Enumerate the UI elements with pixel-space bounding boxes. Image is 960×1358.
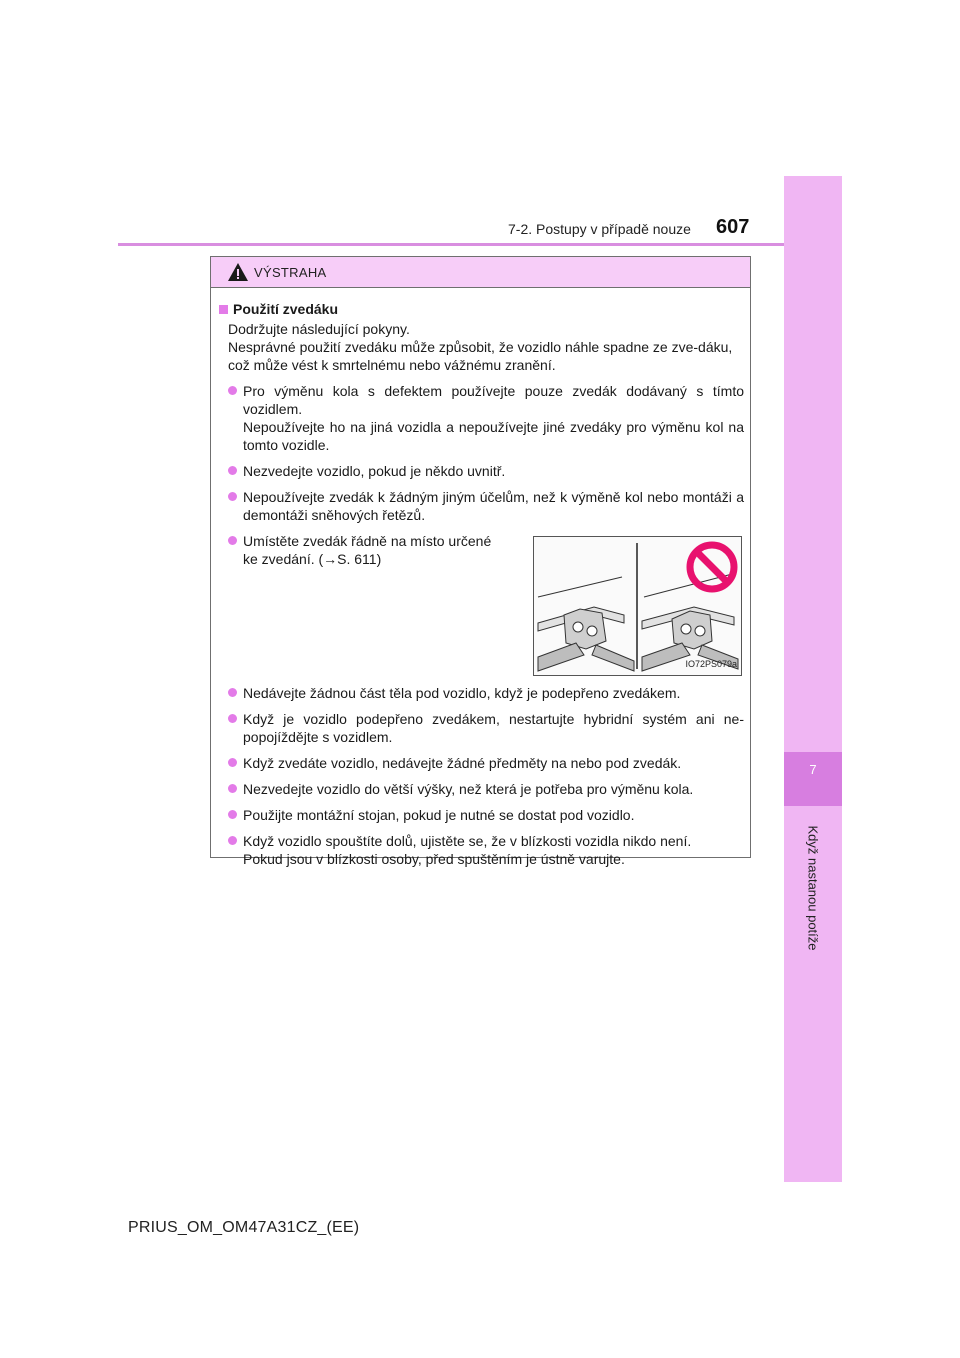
bullet-icon bbox=[228, 758, 237, 767]
bullet-text: Nezvedejte vozidlo do větší výšky, než která je potřeba pro výměnu kola. bbox=[243, 781, 694, 797]
warning-title: VÝSTRAHA bbox=[254, 264, 327, 280]
document-code: PRIUS_OM_OM47A31CZ_(EE) bbox=[128, 1219, 360, 1236]
chapter-label: Když nastanou potíže bbox=[805, 825, 821, 951]
bullet-icon bbox=[228, 784, 237, 793]
bullet-text: Umístěte zvedák řádně na místo určené ke zvedání. (→S. 611) bbox=[243, 533, 492, 567]
list-item bbox=[228, 780, 744, 798]
warning-header bbox=[211, 257, 750, 288]
list-item bbox=[228, 710, 744, 746]
intro-line-1: Dodržujte následující pokyny. bbox=[228, 321, 410, 337]
figure-code: IO72PS079a bbox=[685, 659, 737, 669]
bullet-text: Když zvedáte vozidlo, nedávejte žádné předměty na nebo pod zvedák. bbox=[243, 755, 682, 771]
header-rule bbox=[118, 243, 784, 246]
list-item bbox=[228, 684, 744, 702]
bullet-text: Když vozidlo spouštíte dolů, ujistěte se, že v blízkosti vozidla nikdo není. bbox=[243, 833, 692, 849]
bullet-text: Nedávejte žádnou část těla pod vozidlo, když je podepřeno zvedákem. bbox=[243, 685, 681, 701]
bullet-icon bbox=[228, 466, 237, 475]
bullet-text: Pro výměnu kola s defektem používejte pouze zvedák dodávaný s tímto vozidlem. bbox=[243, 383, 744, 417]
jack-illustration bbox=[533, 536, 742, 676]
page-number: 607 bbox=[716, 216, 750, 238]
bullet-icon bbox=[228, 836, 237, 845]
chapter-marker bbox=[784, 752, 842, 806]
bullet-text: Nezvedejte vozidlo, pokud je někdo uvnitř. bbox=[243, 463, 506, 479]
chapter-number: 7 bbox=[809, 762, 817, 777]
warning-content bbox=[211, 288, 750, 868]
bullet-icon bbox=[228, 688, 237, 697]
bullet-icon bbox=[228, 386, 237, 395]
bullet-text: Když je vozidlo podepřeno zvedákem, nestartujte hybridní systém ani ne-popojíždějte s vozidlem. bbox=[243, 711, 744, 745]
section-title: 7-2. Postupy v případě nouze bbox=[508, 221, 691, 237]
intro-line-2: Nesprávné použití zvedáku může způsobit, že vozidlo náhle spadne ze zve-dáku, což může vést k smrtelnému nebo vážnému zranění. bbox=[228, 339, 733, 373]
square-bullet-icon bbox=[219, 305, 228, 314]
list-item bbox=[228, 382, 744, 454]
section-heading bbox=[219, 300, 744, 318]
bullet-text: Nepoužívejte zvedák k žádným jiným účelům, než k výměně kol nebo montáži a demontáži sněhových řetězů. bbox=[243, 489, 744, 523]
bullet-icon bbox=[228, 810, 237, 819]
warning-box bbox=[210, 256, 751, 867]
bullet-icon bbox=[228, 714, 237, 723]
list-item bbox=[228, 806, 744, 824]
list-item bbox=[228, 832, 744, 868]
list-item bbox=[228, 488, 744, 524]
figure-row bbox=[228, 532, 744, 676]
bullet-text-extra: Pokud jsou v blízkosti osoby, před spuštěním je ústně varujte. bbox=[243, 851, 625, 867]
intro-text bbox=[228, 320, 744, 374]
list-item bbox=[228, 532, 503, 668]
bullet-icon bbox=[228, 492, 237, 501]
warning-triangle-icon bbox=[227, 262, 249, 282]
chapter-side-tab bbox=[784, 176, 842, 1182]
bullet-text-extra: Nepoužívejte ho na jiná vozidla a nepoužívejte jiné zvedáky pro výměnu kol na tomto vozidle. bbox=[243, 419, 744, 453]
list-item bbox=[228, 462, 744, 480]
bullet-icon bbox=[228, 536, 237, 545]
section-heading-text: Použití zvedáku bbox=[233, 301, 339, 317]
bullet-text: Použijte montážní stojan, pokud je nutné se dostat pod vozidlo. bbox=[243, 807, 635, 823]
list-item bbox=[228, 754, 744, 772]
